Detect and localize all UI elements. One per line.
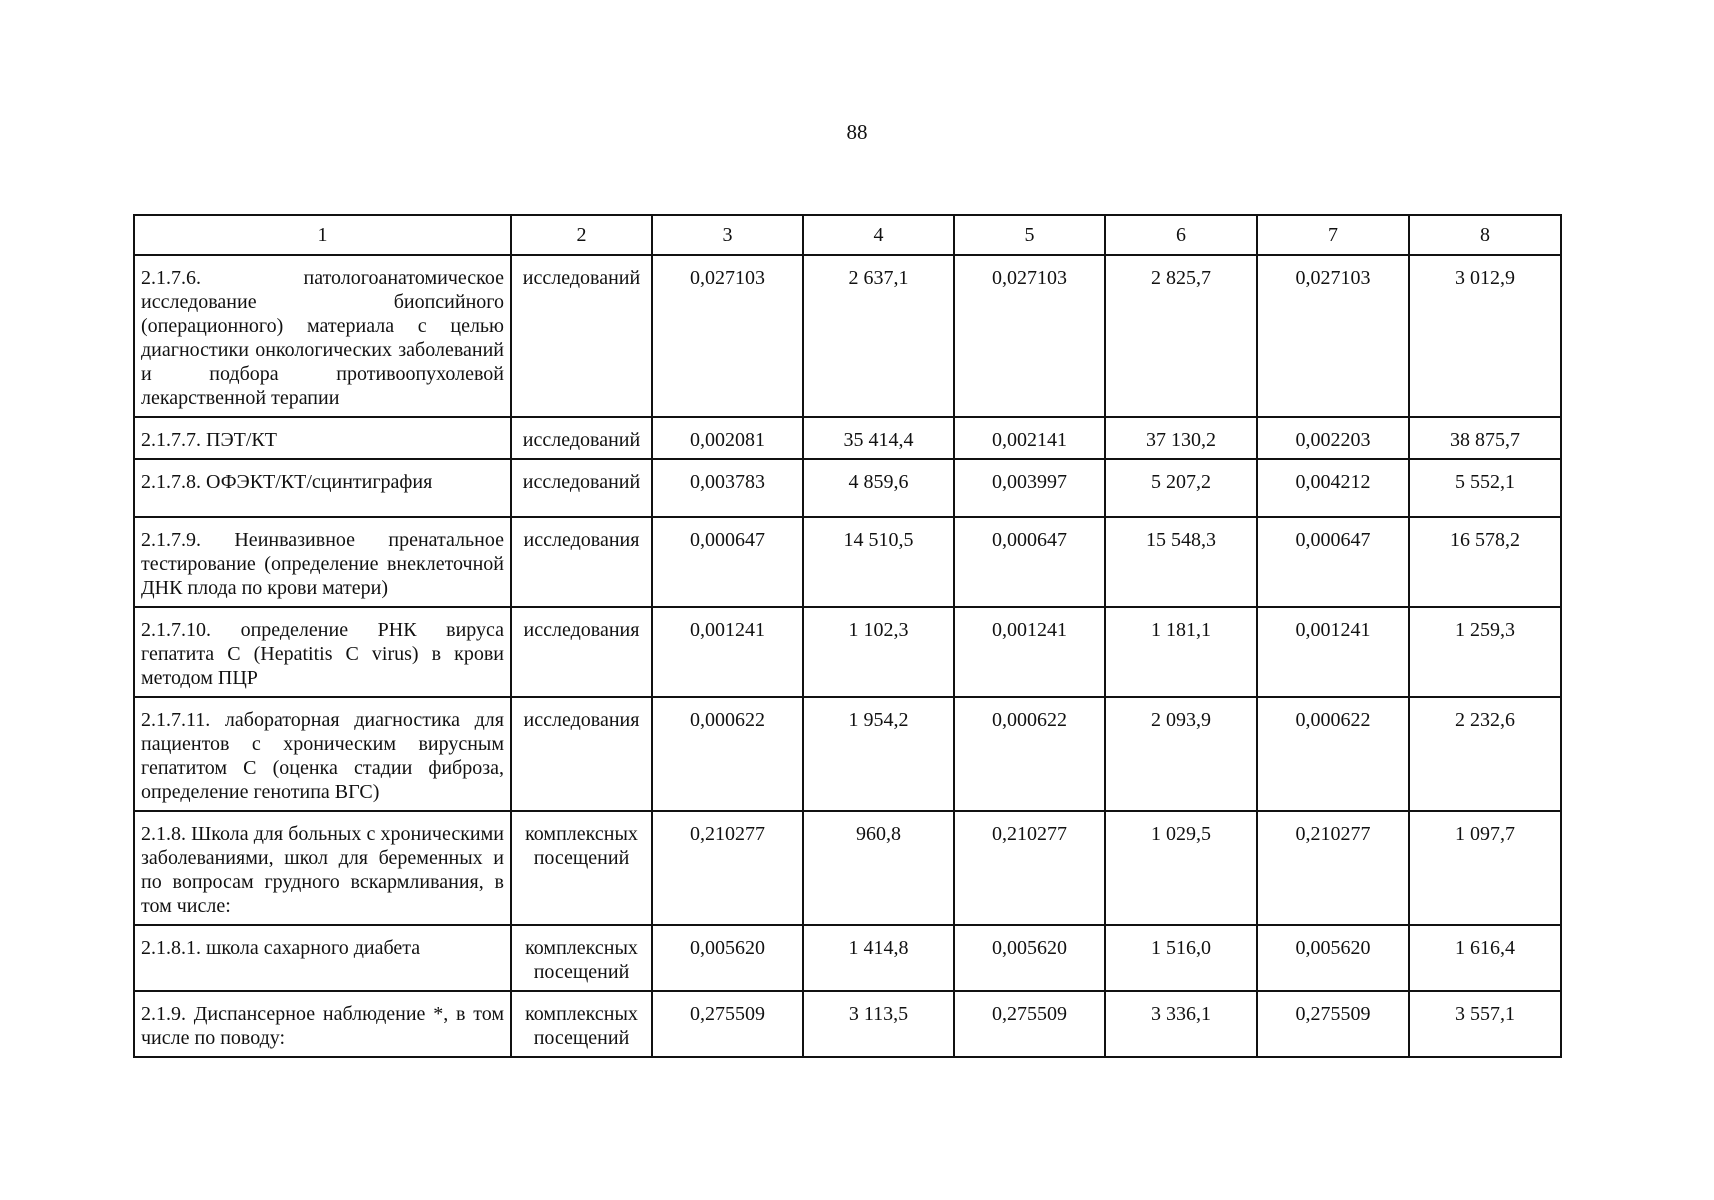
column-number: 6 xyxy=(1105,215,1257,255)
table-row xyxy=(134,991,1561,1057)
row-value: 2 825,7 xyxy=(1105,255,1257,417)
table-row xyxy=(134,811,1561,925)
column-number: 8 xyxy=(1409,215,1561,255)
row-unit: исследования xyxy=(511,517,652,607)
row-value: 0,005620 xyxy=(652,925,803,991)
row-value: 0,005620 xyxy=(1257,925,1409,991)
row-name: 2.1.7.11. лабораторная диагностика для пациентов с хроническим вирусным гепатитом С (оценка стадии фиброза, определение генотипа ВГС) xyxy=(134,697,511,811)
row-unit: исследования xyxy=(511,697,652,811)
row-value: 0,000647 xyxy=(1257,517,1409,607)
column-number-row xyxy=(134,215,1561,255)
row-value: 0,275509 xyxy=(954,991,1105,1057)
row-name: 2.1.8. Школа для больных с хроническими заболеваниями, школ для беременных и по вопросам грудного вскармливания, в том числе: xyxy=(134,811,511,925)
row-value: 960,8 xyxy=(803,811,954,925)
row-value: 4 859,6 xyxy=(803,459,954,517)
row-name: 2.1.7.10. определение РНК вируса гепатита С (Hepatitis C virus) в крови методом ПЦР xyxy=(134,607,511,697)
page-number: 88 xyxy=(846,120,868,144)
row-name: 2.1.7.6. патологоанатомическое исследование биопсийного (операционного) материала с целью диагностики онкологических заболеваний и подбора противоопухолевой лекарственной терапии xyxy=(134,255,511,417)
row-value: 1 954,2 xyxy=(803,697,954,811)
row-value: 3 557,1 xyxy=(1409,991,1561,1057)
row-unit: комплексных посещений xyxy=(511,811,652,925)
row-unit: исследований xyxy=(511,417,652,459)
row-value: 1 414,8 xyxy=(803,925,954,991)
row-value: 16 578,2 xyxy=(1409,517,1561,607)
row-value: 0,210277 xyxy=(1257,811,1409,925)
row-value: 0,027103 xyxy=(652,255,803,417)
row-value: 0,210277 xyxy=(652,811,803,925)
row-value: 0,000622 xyxy=(1257,697,1409,811)
row-value: 0,001241 xyxy=(954,607,1105,697)
row-value: 0,000647 xyxy=(954,517,1105,607)
row-value: 5 207,2 xyxy=(1105,459,1257,517)
row-value: 0,001241 xyxy=(652,607,803,697)
row-value: 0,000622 xyxy=(652,697,803,811)
row-value: 3 113,5 xyxy=(803,991,954,1057)
row-value: 1 181,1 xyxy=(1105,607,1257,697)
row-value: 15 548,3 xyxy=(1105,517,1257,607)
row-value: 0,001241 xyxy=(1257,607,1409,697)
table-row xyxy=(134,417,1561,459)
tariff-table xyxy=(133,214,1562,1058)
row-value: 5 552,1 xyxy=(1409,459,1561,517)
row-value: 0,002141 xyxy=(954,417,1105,459)
row-value: 14 510,5 xyxy=(803,517,954,607)
row-unit: исследования xyxy=(511,607,652,697)
row-value: 0,275509 xyxy=(652,991,803,1057)
row-value: 0,000647 xyxy=(652,517,803,607)
table-row xyxy=(134,517,1561,607)
row-unit: исследований xyxy=(511,255,652,417)
row-value: 2 637,1 xyxy=(803,255,954,417)
row-value: 0,004212 xyxy=(1257,459,1409,517)
row-value: 0,002081 xyxy=(652,417,803,459)
row-unit: комплексных посещений xyxy=(511,991,652,1057)
row-value: 38 875,7 xyxy=(1409,417,1561,459)
row-value: 0,027103 xyxy=(1257,255,1409,417)
row-value: 2 232,6 xyxy=(1409,697,1561,811)
row-value: 1 516,0 xyxy=(1105,925,1257,991)
row-unit: комплексных посещений xyxy=(511,925,652,991)
row-value: 1 097,7 xyxy=(1409,811,1561,925)
row-value: 1 029,5 xyxy=(1105,811,1257,925)
table-row xyxy=(134,459,1561,517)
row-name: 2.1.9. Диспансерное наблюдение *, в том числе по поводу: xyxy=(134,991,511,1057)
table-row xyxy=(134,255,1561,417)
column-number: 3 xyxy=(652,215,803,255)
row-value: 1 102,3 xyxy=(803,607,954,697)
row-value: 35 414,4 xyxy=(803,417,954,459)
row-name: 2.1.7.9. Неинвазивное пренатальное тестирование (определение внеклеточной ДНК плода по крови матери) xyxy=(134,517,511,607)
row-name: 2.1.7.7. ПЭТ/КТ xyxy=(134,417,511,459)
column-number: 5 xyxy=(954,215,1105,255)
row-value: 3 336,1 xyxy=(1105,991,1257,1057)
row-value: 0,000622 xyxy=(954,697,1105,811)
row-value: 2 093,9 xyxy=(1105,697,1257,811)
row-value: 0,275509 xyxy=(1257,991,1409,1057)
row-value: 1 259,3 xyxy=(1409,607,1561,697)
row-value: 0,003783 xyxy=(652,459,803,517)
row-unit: исследований xyxy=(511,459,652,517)
row-value: 0,027103 xyxy=(954,255,1105,417)
row-name: 2.1.8.1. школа сахарного диабета xyxy=(134,925,511,991)
table-row xyxy=(134,925,1561,991)
row-value: 0,002203 xyxy=(1257,417,1409,459)
row-value: 1 616,4 xyxy=(1409,925,1561,991)
table-row xyxy=(134,697,1561,811)
column-number: 7 xyxy=(1257,215,1409,255)
row-value: 0,005620 xyxy=(954,925,1105,991)
column-number: 2 xyxy=(511,215,652,255)
row-name: 2.1.7.8. ОФЭКТ/КТ/сцинтиграфия xyxy=(134,459,511,517)
table-row xyxy=(134,607,1561,697)
row-value: 0,003997 xyxy=(954,459,1105,517)
row-value: 37 130,2 xyxy=(1105,417,1257,459)
row-value: 0,210277 xyxy=(954,811,1105,925)
column-number: 1 xyxy=(134,215,511,255)
column-number: 4 xyxy=(803,215,954,255)
row-value: 3 012,9 xyxy=(1409,255,1561,417)
